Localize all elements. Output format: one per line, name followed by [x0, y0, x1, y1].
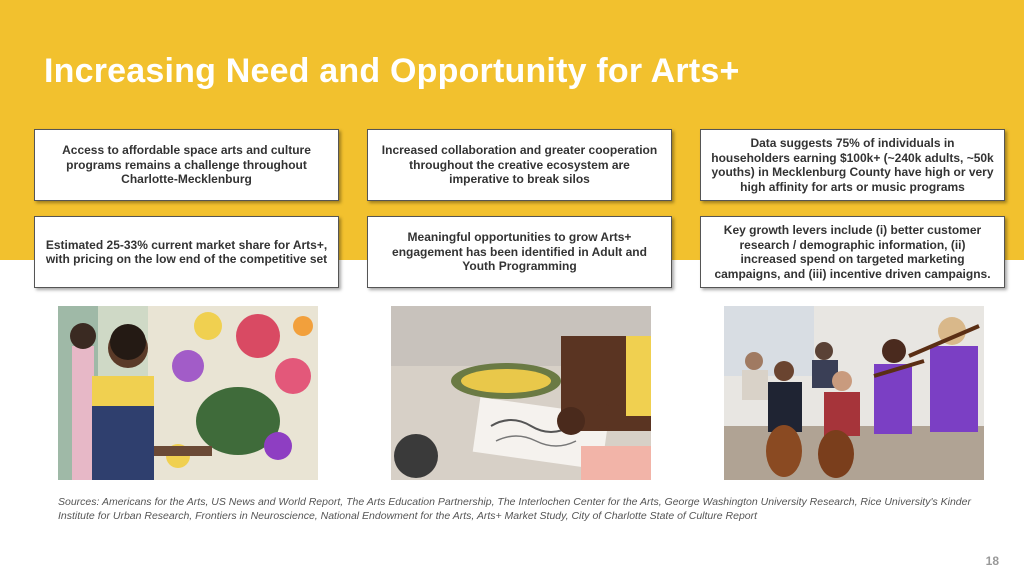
- info-card-affordable-space: [34, 129, 339, 201]
- card-text: Increased collaboration and greater cooperation throughout the creative ecosystem are imperative to break silos: [381, 143, 658, 187]
- info-card-growth-levers: [700, 216, 1005, 288]
- card-text: Access to affordable space arts and culture programs remains a challenge throughout Charlotte-Mecklenburg: [62, 143, 311, 187]
- photo-students-orchestra: [724, 306, 984, 480]
- card-text: Meaningful opportunities to grow Arts+ engagement has been identified in Adult and Youth Programming: [392, 230, 647, 274]
- info-card-collaboration: [367, 129, 672, 201]
- card-text: Estimated 25-33% current market share for Arts+, with pricing on the low end of the competitive set: [45, 237, 328, 266]
- page-number: 18: [985, 554, 999, 568]
- card-text: Data suggests 75% of individuals in householders earning $100k+ (~240k adults, ~50k youths) in Mecklenburg County have high or very high affinity for arts or music programs: [711, 136, 994, 194]
- info-card-affinity-data: [700, 129, 1005, 201]
- photo-children-painting-mural: [58, 306, 318, 480]
- slide-title: Increasing Need and Opportunity for Arts+: [44, 52, 740, 90]
- sources-citation: Sources: Americans for the Arts, US News and World Report, The Arts Education Partnership, The Interlochen Center for the Arts, George Washington University Research, Rice University's Kinder Institute for Urban Research, Frontiers in Neuroscience, National Endowment for the Arts, Arts+ Market Study, City of Charlotte State of Culture Report: [58, 496, 971, 522]
- photo-hands-crafting: [391, 306, 651, 480]
- card-text: Key growth levers include (i) better customer research / demographic information, (ii) increased spend on targeted marketing campaigns, and (iii) incentive driven campaigns.: [714, 223, 991, 281]
- info-card-growth-opportunities: [367, 216, 672, 288]
- info-card-market-share: [34, 216, 339, 288]
